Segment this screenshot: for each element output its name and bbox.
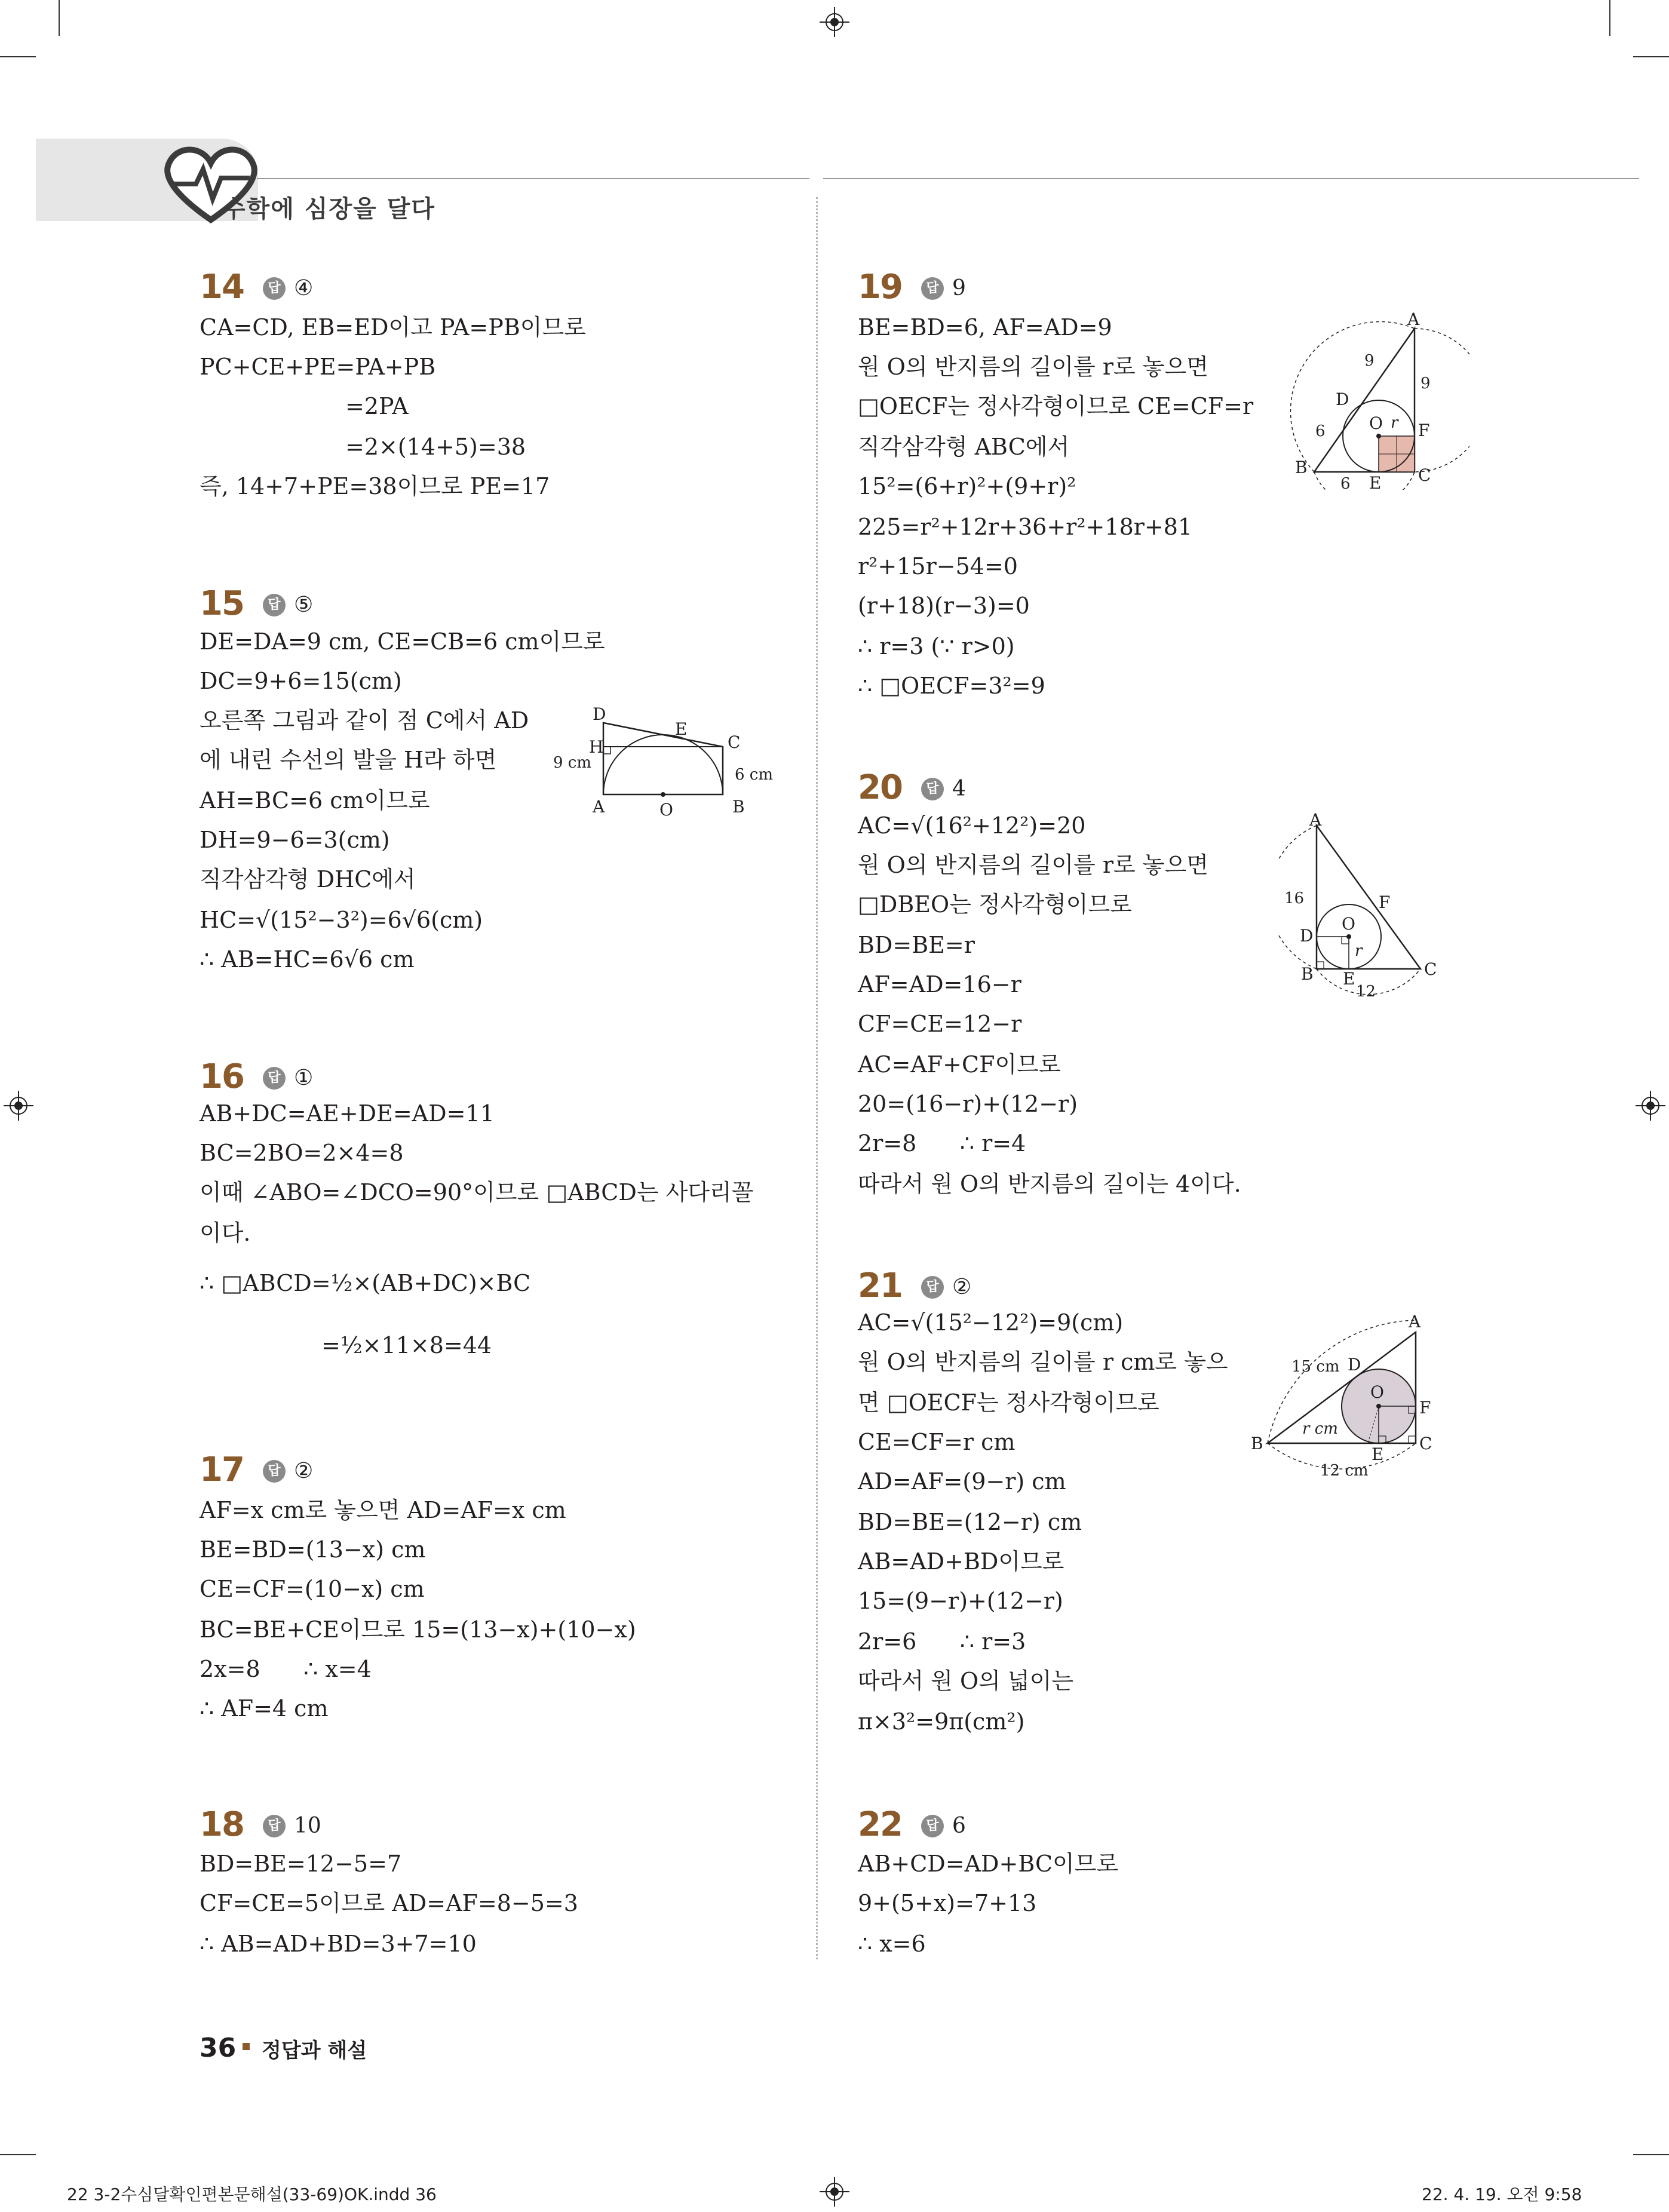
figure-label: B bbox=[732, 797, 745, 817]
figure-label: 6 bbox=[1340, 475, 1351, 490]
answer-badge-icon: 답 bbox=[263, 1067, 286, 1090]
solution-line: 20=(16−r)+(12−r) bbox=[858, 1091, 1078, 1117]
solution-line: 원 O의 반지름의 길이를 r로 놓으면 bbox=[858, 354, 1208, 380]
figure-label: F bbox=[1418, 421, 1430, 440]
answer-value: ① bbox=[294, 1066, 314, 1090]
solution-line: BC=2BO=2×4=8 bbox=[200, 1140, 404, 1166]
solution-line: 직각삼각형 DHC에서 bbox=[200, 866, 416, 892]
footer-square-icon bbox=[243, 2043, 250, 2050]
solution-line: BD=BE=(12−r) cm bbox=[858, 1509, 1082, 1535]
crop-mark bbox=[1633, 2154, 1669, 2155]
crop-mark bbox=[1633, 56, 1669, 57]
answer-value: ② bbox=[294, 1459, 314, 1483]
answer-badge-icon: 답 bbox=[263, 277, 286, 300]
solution-line: 오른쪽 그림과 같이 점 C에서 AD bbox=[200, 707, 529, 734]
solution-line: 225=r²+12r+36+r²+18r+81 bbox=[858, 514, 1193, 540]
solution-line: ∴ r=3 (∵ r>0) bbox=[858, 633, 1015, 659]
figure-label: B bbox=[1301, 964, 1314, 984]
solution-line: 따라서 원 O의 넓이는 bbox=[858, 1668, 1074, 1694]
solution-line: CE=CF=r cm bbox=[858, 1429, 1015, 1455]
problem-number: 14 bbox=[200, 268, 244, 306]
figure-label: D bbox=[1348, 1355, 1361, 1375]
solution-line: CF=CE=12−r bbox=[858, 1011, 1022, 1037]
crop-mark bbox=[59, 0, 60, 36]
figure-label: C bbox=[1418, 465, 1431, 485]
solution-line: ∴ □OECF=3²=9 bbox=[858, 673, 1045, 699]
solution-line: □DBEO는 정사각형이므로 bbox=[858, 891, 1132, 918]
figure-20 bbox=[1278, 812, 1458, 1004]
solution-line: CF=CE=5이므로 AD=AF=8−5=3 bbox=[200, 1890, 578, 1916]
figure-label: A bbox=[1309, 812, 1322, 830]
problem-number: 17 bbox=[200, 1450, 244, 1489]
problem-number: 16 bbox=[200, 1057, 244, 1096]
solution-line: 직각삼각형 ABC에서 bbox=[858, 434, 1070, 460]
solution-line: ∴ x=6 bbox=[858, 1931, 926, 1957]
figure-label: C bbox=[728, 732, 741, 752]
solution-line: BC=BE+CE이므로 15=(13−x)+(10−x) bbox=[200, 1616, 636, 1643]
figure-label: 12 bbox=[1356, 983, 1376, 1001]
answer-badge-icon: 답 bbox=[921, 1815, 944, 1837]
figure-label: B bbox=[1295, 458, 1308, 477]
problem-number: 19 bbox=[858, 268, 902, 306]
registration-mark-icon bbox=[820, 2177, 849, 2207]
solution-line: 2r=8 ∴ r=4 bbox=[858, 1130, 1026, 1156]
figure-19 bbox=[1290, 311, 1469, 490]
figure-label: 6 cm bbox=[735, 766, 774, 784]
solution-line: ∴ AB=AD+BD=3+7=10 bbox=[200, 1931, 477, 1957]
footer-label: 정답과 해설 bbox=[262, 2039, 367, 2063]
solution-line: HC=√(15²−3²)=6√6(cm) bbox=[200, 907, 483, 933]
figure-label: E bbox=[675, 719, 688, 739]
figure-label: A bbox=[1409, 1312, 1421, 1332]
answer bbox=[263, 1066, 313, 1090]
solution-line: CA=CD, EB=ED이고 PA=PB이므로 bbox=[200, 314, 586, 340]
solution-line: (r+18)(r−3)=0 bbox=[858, 593, 1030, 619]
solution-line: 15=(9−r)+(12−r) bbox=[858, 1588, 1063, 1614]
figure-label: O bbox=[1370, 1382, 1384, 1402]
solution-line: 원 O의 반지름의 길이를 r로 놓으면 bbox=[858, 852, 1208, 878]
figure-label: C bbox=[1419, 1434, 1432, 1453]
solution-line: 에 내린 수선의 발을 H라 하면 bbox=[200, 747, 497, 773]
print-date-info: 22. 4. 19. 오전 9:58 bbox=[1422, 2185, 1582, 2204]
answer-value: ④ bbox=[294, 276, 314, 300]
figure-label: r cm bbox=[1302, 1420, 1338, 1438]
figure-label: F bbox=[1419, 1398, 1431, 1418]
figure-label: O bbox=[1342, 914, 1355, 934]
solution-line: 9+(5+x)=7+13 bbox=[858, 1890, 1037, 1916]
solution-line: 2r=6 ∴ r=3 bbox=[858, 1628, 1026, 1655]
problem-number: 22 bbox=[858, 1805, 902, 1844]
figure-label: 9 cm bbox=[553, 754, 592, 772]
column-divider bbox=[816, 197, 818, 1959]
print-file-info: 22 3-2수심달확인편본문해설(33-69)OK.indd 36 bbox=[67, 2185, 437, 2204]
figure-label: E bbox=[1372, 1444, 1384, 1464]
problem-number: 20 bbox=[858, 768, 902, 807]
figure-label: B bbox=[1251, 1434, 1263, 1453]
figure-label: 9 bbox=[1364, 352, 1375, 370]
solution-line: AC=√(15²−12²)=9(cm) bbox=[858, 1309, 1124, 1336]
solution-line: CE=CF=(10−x) cm bbox=[200, 1576, 425, 1602]
answer-badge-icon: 답 bbox=[921, 778, 944, 800]
figure-15 bbox=[550, 705, 789, 824]
figure-label: O bbox=[1369, 413, 1383, 433]
figure-label: r bbox=[1355, 942, 1363, 960]
header-rule bbox=[257, 178, 809, 179]
answer-badge-icon: 답 bbox=[921, 1276, 944, 1299]
solution-line: =2PA bbox=[345, 393, 409, 419]
solution-line: 즉, 14+7+PE=38이므로 PE=17 bbox=[200, 473, 550, 499]
answer bbox=[263, 276, 313, 300]
figure-label: 6 bbox=[1315, 422, 1326, 440]
answer-value: 10 bbox=[294, 1814, 321, 1838]
figure-label: 12 cm bbox=[1320, 1462, 1369, 1480]
figure-label: 15 cm bbox=[1291, 1358, 1340, 1376]
figure-label: H bbox=[589, 737, 604, 757]
answer bbox=[263, 1459, 313, 1483]
solution-line: ∴ AB=HC=6√6 cm bbox=[200, 946, 415, 972]
answer bbox=[921, 1275, 971, 1299]
figure-label: C bbox=[1424, 959, 1437, 979]
figure-label: 9 bbox=[1421, 375, 1431, 392]
solution-line: PC+CE+PE=PA+PB bbox=[200, 354, 436, 380]
figure-label: A bbox=[1407, 311, 1420, 329]
solution-line: ∴ □ABCD=½×(AB+DC)×BC bbox=[200, 1270, 531, 1296]
answer bbox=[921, 777, 966, 801]
solution-line: BD=BE=12−5=7 bbox=[200, 1851, 402, 1877]
problem-number: 15 bbox=[200, 584, 244, 623]
crop-mark bbox=[0, 2154, 36, 2155]
problem-number: 21 bbox=[858, 1266, 902, 1305]
solution-line: 이때 ∠ABO=∠DCO=90°이므로 □ABCD는 사다리꼴 bbox=[200, 1179, 754, 1205]
figure-label: E bbox=[1369, 473, 1382, 490]
answer-value: 9 bbox=[952, 276, 966, 300]
figure-label: D bbox=[593, 705, 606, 724]
solution-line: AC=AF+CF이므로 bbox=[858, 1051, 1061, 1078]
page-number: 36 bbox=[200, 2033, 237, 2063]
answer bbox=[263, 1814, 321, 1838]
solution-line: AF=AD=16−r bbox=[858, 971, 1021, 998]
solution-line: AH=BC=6 cm이므로 bbox=[200, 787, 430, 814]
solution-line: r²+15r−54=0 bbox=[858, 553, 1018, 579]
solution-line: =2×(14+5)=38 bbox=[345, 434, 526, 460]
figure-label: D bbox=[1336, 389, 1349, 409]
answer-value: 4 bbox=[952, 777, 966, 801]
solution-line: AB+CD=AD+BC이므로 bbox=[858, 1851, 1119, 1877]
solution-line: BE=BD=(13−x) cm bbox=[200, 1536, 426, 1563]
solution-line: 이다. bbox=[200, 1220, 251, 1246]
header-title: 수학에 심장을 달다 bbox=[222, 195, 435, 223]
solution-line: =½×11×8=44 bbox=[321, 1332, 492, 1358]
solution-line: ∴ AF=4 cm bbox=[200, 1695, 329, 1722]
solution-line: BD=BE=r bbox=[858, 932, 975, 958]
solution-line: DH=9−6=3(cm) bbox=[200, 827, 390, 853]
figure-label: E bbox=[1343, 969, 1355, 989]
answer bbox=[263, 593, 313, 617]
figure-label: D bbox=[1300, 926, 1314, 946]
solution-line: 따라서 원 O의 반지름의 길이는 4이다. bbox=[858, 1171, 1241, 1197]
answer bbox=[921, 276, 966, 300]
registration-mark-icon bbox=[1636, 1091, 1665, 1121]
answer-badge-icon: 답 bbox=[263, 1815, 286, 1837]
figure-21 bbox=[1242, 1308, 1458, 1487]
crop-mark bbox=[0, 56, 36, 57]
solution-line: 면 □OECF는 정사각형이므로 bbox=[858, 1389, 1159, 1416]
answer-value: ② bbox=[952, 1275, 972, 1299]
figure-label: F bbox=[1379, 892, 1391, 912]
figure-label: r bbox=[1391, 414, 1398, 432]
solution-line: 15²=(6+r)²+(9+r)² bbox=[858, 473, 1076, 499]
registration-mark-icon bbox=[4, 1091, 33, 1121]
answer-badge-icon: 답 bbox=[263, 594, 286, 616]
figure-label: 16 bbox=[1284, 889, 1305, 907]
solution-line: AB=AD+BD이므로 bbox=[858, 1548, 1064, 1575]
problem-number: 18 bbox=[200, 1805, 244, 1844]
figure-label: O bbox=[659, 800, 673, 820]
solution-line: AB+DC=AE+DE=AD=11 bbox=[200, 1100, 495, 1127]
answer bbox=[921, 1814, 966, 1838]
solution-line: DE=DA=9 cm, CE=CB=6 cm이므로 bbox=[200, 628, 605, 655]
solution-line: π×3²=9π(cm²) bbox=[858, 1708, 1025, 1735]
registration-mark-icon bbox=[820, 7, 849, 37]
solution-line: AF=x cm로 놓으면 AD=AF=x cm bbox=[200, 1497, 566, 1523]
header-rule bbox=[823, 178, 1639, 179]
answer-badge-icon: 답 bbox=[263, 1460, 286, 1483]
solution-line: AC=√(16²+12²)=20 bbox=[858, 812, 1086, 839]
solution-line: DC=9+6=15(cm) bbox=[200, 668, 402, 694]
answer-value: ⑤ bbox=[294, 593, 314, 617]
solution-line: □OECF는 정사각형이므로 CE=CF=r bbox=[858, 393, 1254, 419]
answer-badge-icon: 답 bbox=[921, 277, 944, 300]
solution-line: 2x=8 ∴ x=4 bbox=[200, 1656, 372, 1682]
solution-line: AD=AF=(9−r) cm bbox=[858, 1468, 1066, 1495]
solution-line: BE=BD=6, AF=AD=9 bbox=[858, 314, 1112, 340]
crop-mark bbox=[1609, 0, 1610, 36]
answer-value: 6 bbox=[952, 1814, 966, 1838]
solution-line: 원 O의 반지름의 길이를 r cm로 놓으 bbox=[858, 1349, 1228, 1375]
figure-label: A bbox=[593, 797, 605, 817]
